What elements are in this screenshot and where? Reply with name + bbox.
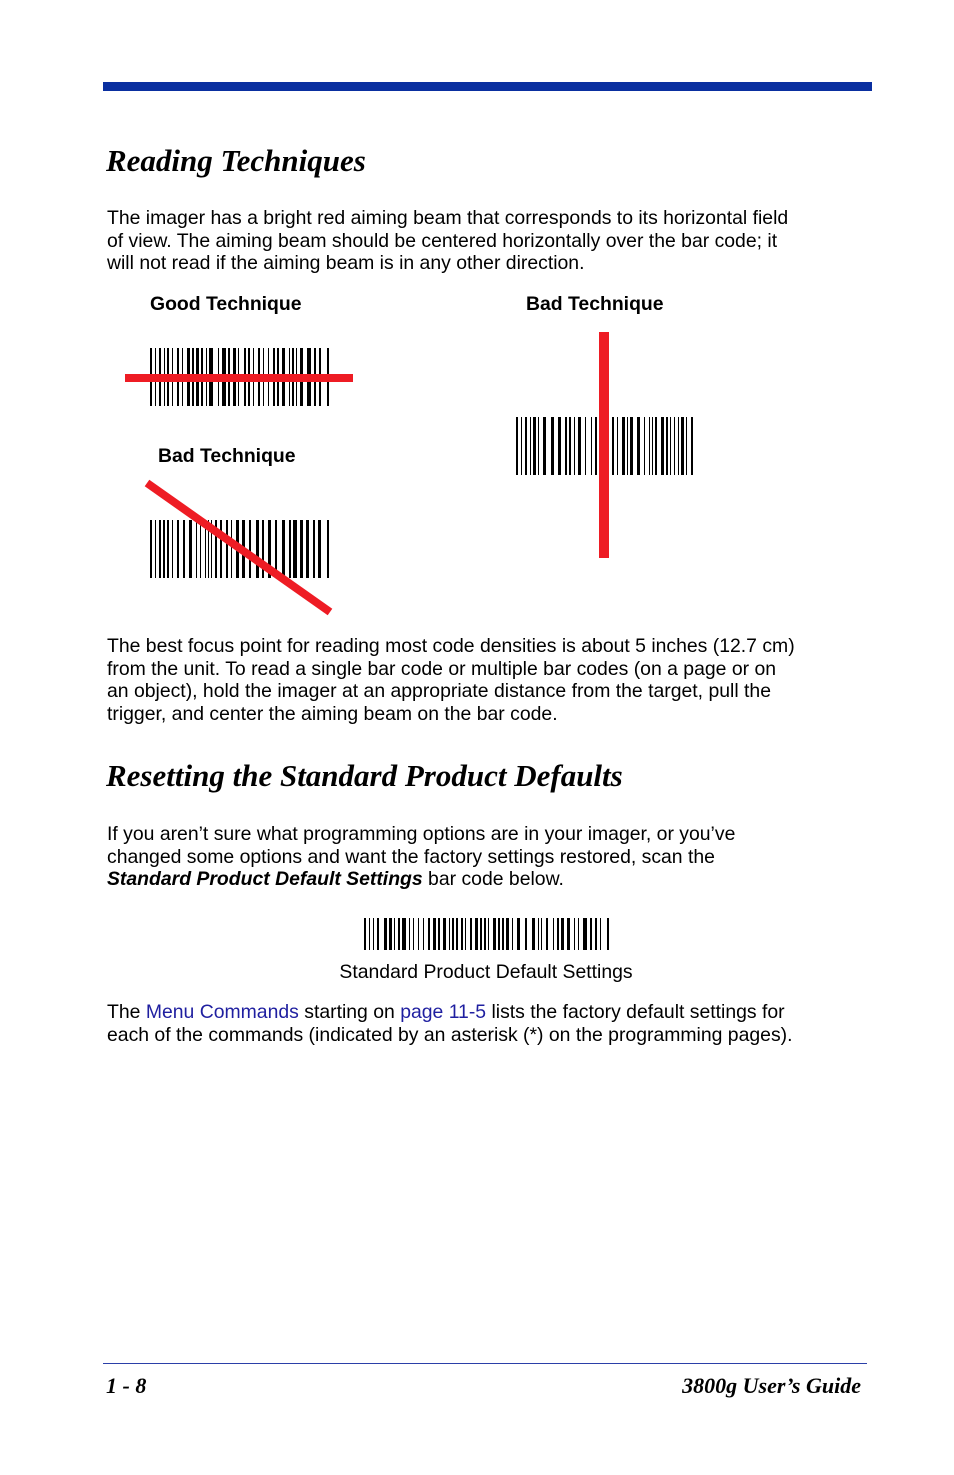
barcode-bar [666, 417, 668, 475]
barcode-bar [681, 417, 684, 475]
menu-suffix: lists the factory default settings for [486, 1001, 785, 1023]
reset-intro-line [107, 868, 877, 891]
barcode-caption: Standard Product Default Settings [339, 961, 633, 983]
barcode-bar [551, 417, 554, 475]
barcode-bar [583, 918, 587, 950]
footer-page-number: 1 - 8 [106, 1373, 147, 1398]
barcode-bar [409, 918, 410, 950]
barcode-bar [553, 918, 554, 950]
bad-technique-label-vertical: Bad Technique [526, 293, 664, 315]
standard-product-default-barcode[interactable] [364, 918, 610, 950]
barcode-bar [452, 918, 454, 950]
page-11-5-link[interactable]: page 11-5 [400, 1001, 487, 1023]
barcode-bar [516, 417, 518, 475]
barcode-bar [567, 918, 570, 950]
barcode-bar [493, 918, 496, 950]
barcode-bar [488, 918, 489, 950]
barcode-bar [413, 918, 414, 950]
aiming-beam-diagonal [140, 476, 340, 620]
focus-line: an object), hold the imager at an appropriate distance from the target, pull the [107, 680, 771, 702]
barcode-bar [691, 417, 693, 475]
barcode-bar [530, 417, 531, 475]
aiming-beam-vertical [599, 332, 609, 558]
barcode-bar [617, 417, 618, 475]
menu-prefix: The [107, 1001, 146, 1023]
barcode-bar [533, 417, 536, 475]
barcode-bar [637, 417, 640, 475]
barcode-bar [569, 417, 571, 475]
barcode-bar [630, 417, 633, 475]
focus-line: trigger, and center the aiming beam on the bar code. [107, 702, 558, 725]
barcode-bar [652, 417, 653, 475]
barcode-bar [498, 918, 500, 950]
barcode-bar [686, 417, 687, 475]
reading-intro-line: The imager has a bright red aiming beam that corresponds to its horizontal field [107, 207, 789, 229]
barcode-bar [449, 918, 450, 950]
barcode-bar [475, 918, 478, 950]
barcode-bar [521, 417, 522, 475]
barcode-bar [578, 918, 579, 950]
barcode-bar [595, 417, 597, 475]
barcode-bar [622, 417, 625, 475]
barcode-bar [484, 918, 486, 950]
barcode-bar [428, 918, 430, 950]
barcode-bar [377, 918, 379, 950]
barcode-bar [674, 417, 675, 475]
focus-line: from the unit. To read a single bar code or multiple bar codes (on a page or on [107, 657, 777, 680]
reset-intro-tail: bar code below. [422, 868, 564, 890]
barcode-bar [661, 417, 664, 475]
barcode-bar [538, 918, 539, 950]
barcode-bar [678, 417, 679, 475]
reset-intro-line: If you aren’t sure what programming options are in your imager, or you’ve [107, 823, 736, 845]
reading-intro-paragraph [107, 207, 877, 275]
barcode-bar [506, 918, 509, 950]
barcode-bar [532, 918, 535, 950]
barcode-bar [649, 417, 650, 475]
barcode-bar [423, 918, 424, 950]
barcode-bar [369, 918, 370, 950]
barcode-bar [502, 918, 504, 950]
barcode-bar [591, 417, 592, 475]
barcode-bar [670, 417, 671, 475]
barcode-bar [438, 918, 440, 950]
standard-default-emphasis: Standard Product Default Settings [107, 868, 423, 890]
barcode-bar [644, 417, 645, 475]
barcode-bar [590, 918, 592, 950]
barcode-bar [517, 918, 520, 950]
barcode-bar [394, 918, 395, 950]
reset-intro-line: changed some options and want the factory settings restored, scan the [107, 845, 715, 868]
barcode-bar [443, 918, 446, 950]
barcode-bar [627, 417, 628, 475]
barcode-bar [525, 918, 527, 950]
barcode-bar [480, 918, 482, 950]
barcode-bar [470, 918, 472, 950]
bad-technique-label-diagonal: Bad Technique [158, 445, 296, 467]
barcode-bar [373, 918, 374, 950]
reset-intro-paragraph [107, 823, 877, 891]
menu-line: each of the commands (indicated by an asterisk (*) on the programming pages). [107, 1023, 793, 1046]
barcode-bar [558, 417, 561, 475]
barcode-bar [557, 918, 559, 950]
barcode-bar [612, 417, 614, 475]
barcode-bar [578, 417, 581, 475]
reading-intro-line: will not read if the aiming beam is in any other direction. [107, 252, 585, 274]
barcode-bar [538, 417, 539, 475]
good-technique-label: Good Technique [150, 293, 302, 315]
reading-intro-line: of view. The aiming beam should be centered horizontally over the bar code; it [107, 229, 778, 252]
barcode-bar [465, 918, 466, 950]
barcode-bar [364, 918, 366, 950]
heading-resetting-defaults: Resetting the Standard Product Defaults [106, 758, 623, 793]
barcode-bar [512, 918, 513, 950]
footer-guide-title: 3800g User’s Guide [682, 1373, 861, 1398]
barcode-bar [574, 918, 575, 950]
barcode-bar [389, 918, 392, 950]
menu-line [107, 1001, 877, 1024]
heading-reading-techniques: Reading Techniques [106, 143, 366, 178]
barcode-bar [574, 417, 575, 475]
barcode-bar [433, 918, 436, 950]
barcode-bar [384, 918, 387, 950]
barcode-bar [595, 918, 597, 950]
barcode-bar [585, 417, 586, 475]
barcode-bar [607, 918, 609, 950]
barcode-bar [546, 918, 548, 950]
menu-mid: starting on [298, 1001, 401, 1023]
barcode-bar [461, 918, 463, 950]
barcode-bar [543, 417, 546, 475]
focus-paragraph [107, 635, 877, 725]
barcode-bar [418, 918, 419, 950]
menu-commands-paragraph [107, 1001, 877, 1046]
focus-line: The best focus point for reading most code densities is about 5 inches (12.7 cm) [107, 635, 795, 657]
barcode-bar [525, 417, 527, 475]
barcode-bar [541, 918, 542, 950]
barcode-bar [456, 918, 458, 950]
barcode-bar [600, 918, 601, 950]
footer-rule [103, 1363, 867, 1364]
barcode-bar [655, 417, 657, 475]
barcode-bar [402, 918, 406, 950]
barcode-bar [561, 918, 564, 950]
barcode-bar [398, 918, 400, 950]
top-rule [103, 82, 872, 91]
barcode-bar [565, 417, 567, 475]
menu-commands-link[interactable]: Menu Commands [145, 1001, 299, 1023]
aiming-beam-horizontal [125, 374, 353, 382]
